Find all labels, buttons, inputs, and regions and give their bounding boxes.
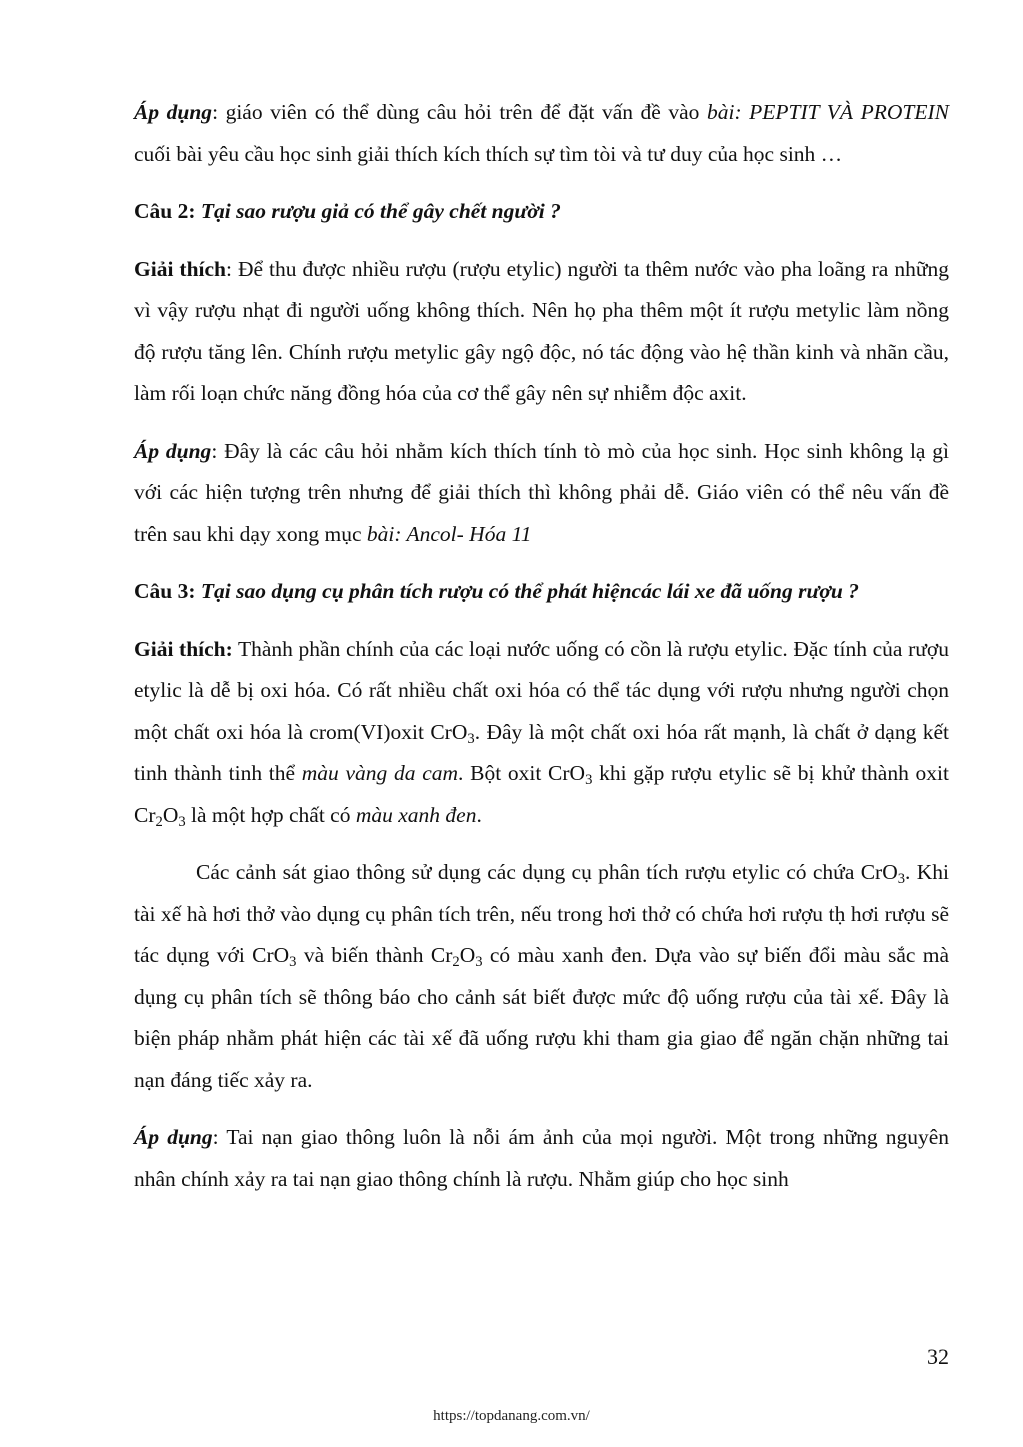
paragraph-ap-dung-3: Áp dụng: Tai nạn giao thông luôn là nỗi ám ảnh của mọi người. Một trong những nguyên nhân chính xảy ra tai nạn giao thông chính là rượu. Nhằm giúp cho học sinh bbox=[134, 1125, 949, 1191]
label-ap-dung: Áp dụng bbox=[134, 1125, 213, 1149]
paragraph-giai-thich-2: Giải thích: Để thu được nhiều rượu (rượu etylic) người ta thêm nước vào pha loãng ra những vì vậy rượu nhạt đi người uống không thích. Nên họ pha thêm một ít rượu metylic làm nồng độ rượu tăng lên. Chính rượu metylic gây ngộ độc, nó tác động vào hệ thần kinh và nhãn cầu, làm rối loạn chức năng đồng hóa của cơ thể gây nên sự nhiễm độc axit. bbox=[134, 256, 950, 405]
label-ap-dung: Áp dụng bbox=[134, 438, 212, 463]
label-giai-thich: Giải thích: bbox=[134, 636, 233, 661]
question-3: Câu 3: Tại sao dụng cụ phân tích rượu có thể phát hiệncác lái xe đã uống rượu ? bbox=[134, 579, 860, 603]
paragraph-police: Các cảnh sát giao thông sử dụng các dụng cụ phân tích rượu etylic có chứa CrO$_3$. Khi tài xế hà hơi thở vào dụng cụ phân tích trên, nếu trong hơi thở có chứa hơi rượu tḥ hơi rượu sẽ tác dụng với CrO$_3$ và biến thành $Cr_2O_3$ có màu xanh đen. Dựa vào sự biến đổi màu sắc mà dụng cụ phân tích sẽ thông báo cho cảnh sát biết được mức độ uống rượu của tài xế. Đây là biện pháp nhằm phát hiện các tài xế đã uống rượu khi tham gia giao để ngăn chặn những tai nạn đáng tiếc xảy ra. bbox=[134, 860, 950, 1092]
document-body bbox=[134, 92, 949, 1200]
label-giai-thich: Giải thích bbox=[134, 256, 227, 281]
footer-url[interactable]: https://topdanang.com.vn/ bbox=[433, 1408, 590, 1424]
paragraph-ap-dung-1: Áp dụng: giáo viên có thể dùng câu hỏi trên để đặt vấn đề vào bài: PEPTIT VÀ PROTEIN cuối bài yêu cầu học sinh giải thích kích thích sự tìm tòi và tư duy của học sinh … bbox=[134, 100, 949, 166]
paragraph-giai-thich-3: Giải thích: Thành phần chính của các loại nước uống có cồn là rượu etylic. Đặc tính của rượu etylic là dễ bị oxi hóa. Có rất nhiều chất oxi hóa có thể tác dụng với rượu nhưng người chọn một chất oxi hóa là crom(VI)oxit CrO$_3$. Đây là một chất oxi hóa rất mạnh, là chất ở dạng kết tinh thành tinh thể màu vàng da cam. Bột oxit CrO$_3$ khi gặp rượu etylic sẽ bị khử thành oxit $Cr_2O_3$ là một hợp chất có màu xanh đen. bbox=[134, 636, 949, 830]
question-2: Câu 2: Tại sao rượu giả có thể gây chết người ? bbox=[134, 199, 561, 223]
page-number: 32 bbox=[927, 1344, 949, 1369]
paragraph-ap-dung-2: Áp dụng: Đây là các câu hỏi nhằm kích thích tính tò mò của học sinh. Học sinh không lạ gì với các hiện tượng trên nhưng để giải thích thì không phải dễ. Giáo viên có thể nêu vấn đề trên sau khi dạy xong mục bài: Ancol- Hóa 11 bbox=[134, 438, 949, 546]
label-ap-dung: Áp dụng bbox=[134, 100, 213, 124]
